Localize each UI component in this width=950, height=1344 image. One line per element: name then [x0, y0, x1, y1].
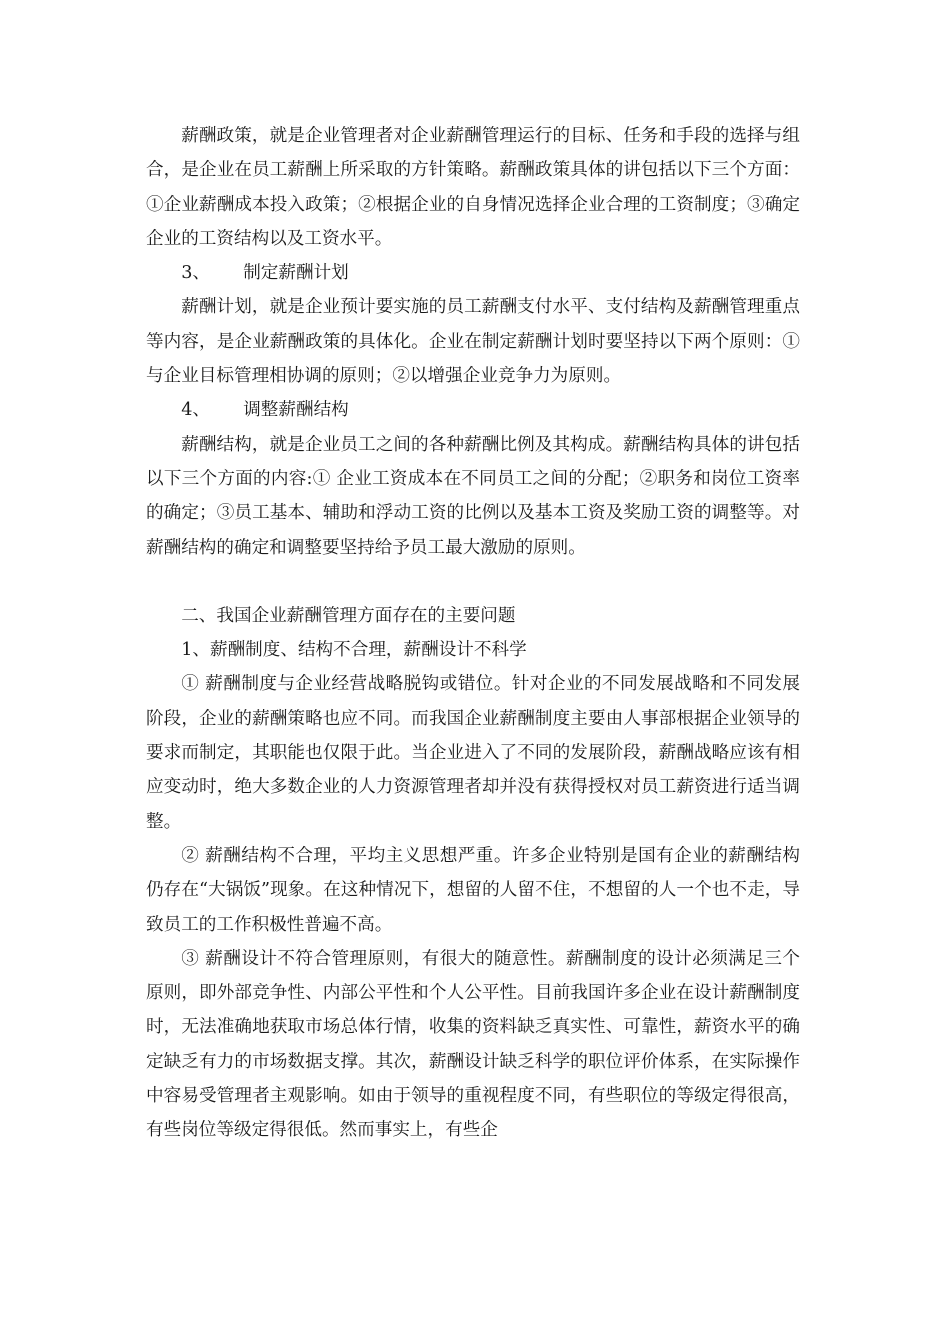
paragraph-salary-structure: 薪酬结构，就是企业员工之间的各种薪酬比例及其构成。薪酬结构具体的讲包括以下三个方面的内容:① 企业工资成本在不同员工之间的分配；②职务和岗位工资率的确定；③员工基本、辅助和浮动工资的比例以及基本工资及奖励工资的调整等。对薪酬结构的确定和调整要坚持给予员工最大激励的原则。 [146, 434, 800, 558]
heading-number: 3、 [181, 263, 210, 284]
subsection-title-unreasonable-system: 1、薪酬制度、结构不合理，薪酬设计不科学 [181, 640, 527, 661]
paragraph-problem-3: ③ 薪酬设计不符合管理原则，有很大的随意性。薪酬制度的设计必须满足三个原则，即外部竞争性、内部公平性和个人公平性。目前我国许多企业在设计薪酬制度时，无法准确地获取市场总体行情，收集的资料缺乏真实性、可靠性，薪资水平的确定缺乏有力的市场数据支撑。其次，薪酬设计缺乏科学的职位评价体系，在实际操作中容易受管理者主观影响。如由于领导的重视程度不同，有些职位的等级定得很高，有些岗位等级定得很低。然而事实上，有些企 [146, 948, 800, 1141]
heading-text: 调整薪酬结构 [243, 400, 349, 421]
paragraph-salary-plan: 薪酬计划，就是企业预计要实施的员工薪酬支付水平、支付结构及薪酬管理重点等内容，是企业薪酬政策的具体化。企业在制定薪酬计划时要坚持以下两个原则：①与企业目标管理相协调的原则；②以增强企业竞争力为原则。 [146, 297, 800, 387]
heading-number: 4、 [181, 400, 210, 421]
heading-make-salary-plan [146, 256, 800, 290]
heading-text: 制定薪酬计划 [243, 263, 349, 284]
section-spacer [146, 565, 800, 599]
heading-adjust-salary-structure [146, 393, 800, 427]
paragraph-problem-2: ② 薪酬结构不合理，平均主义思想严重。许多企业特别是国有企业的薪酬结构仍存在“大锅饭”现象。在这种情况下，想留的人留不住，不想留的人一个也不走，导致员工的工作积极性普遍不高。 [146, 845, 800, 935]
paragraph-problem-1: ① 薪酬制度与企业经营战略脱钩或错位。针对企业的不同发展战略和不同发展阶段，企业的薪酬策略也应不同。而我国企业薪酬制度主要由人事部根据企业领导的要求而制定，其职能也仅限于此。当企业进入了不同的发展阶段，薪酬战略应该有相应变动时，绝大多数企业的人力资源管理者却并没有获得授权对员工薪资进行适当调整。 [146, 674, 800, 832]
document-body [146, 119, 800, 1148]
paragraph-salary-policy: 薪酬政策，就是企业管理者对企业薪酬管理运行的目标、任务和手段的选择与组合，是企业在员工薪酬上所采取的方针策略。薪酬政策具体的讲包括以下三个方面：①企业薪酬成本投入政策；②根据企业的自身情况选择企业合理的工资制度；③确定企业的工资结构以及工资水平。 [146, 126, 800, 249]
section-title-main-problems: 二、我国企业薪酬管理方面存在的主要问题 [181, 605, 516, 626]
